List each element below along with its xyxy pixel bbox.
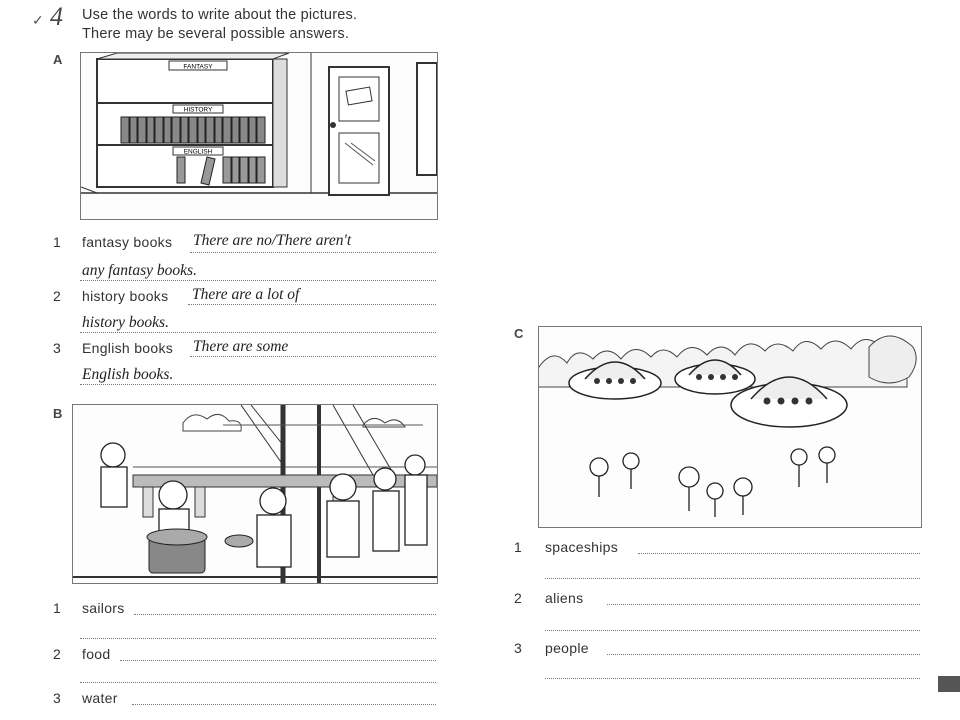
a1-answer-rule <box>190 252 436 253</box>
a3-number: 3 <box>53 340 61 356</box>
a2-answer-line1[interactable]: There are a lot of <box>192 286 300 303</box>
check-mark-icon: ✓ <box>32 12 44 28</box>
b3-number: 3 <box>53 690 61 706</box>
shelf-label-fantasy: FANTASY <box>183 63 213 71</box>
a1-answer-rule-2 <box>80 280 436 281</box>
page-corner-mark <box>938 676 960 692</box>
instruction-line-2: There may be several possible answers. <box>82 26 350 42</box>
a1-number: 1 <box>53 234 61 250</box>
c1-number: 1 <box>514 539 522 555</box>
b2-number: 2 <box>53 646 61 662</box>
c2-answer-line[interactable] <box>607 604 920 605</box>
a1-answer-line1[interactable]: There are no/There aren't <box>193 232 352 249</box>
a3-word: English books <box>82 340 174 356</box>
c3-answer-line-2[interactable] <box>545 678 920 679</box>
b2-word: food <box>82 646 111 662</box>
section-c-label: C <box>514 326 524 341</box>
b1-word: sailors <box>82 600 125 616</box>
c1-answer-line-2[interactable] <box>545 578 920 579</box>
library-shelf-illustration <box>80 52 438 220</box>
c2-answer-line-2[interactable] <box>545 630 920 631</box>
b1-number: 1 <box>53 600 61 616</box>
b1-answer-line[interactable] <box>134 614 436 615</box>
shelf-label-english: ENGLISH <box>183 148 213 156</box>
exercise-number: 4 <box>50 2 63 31</box>
section-a-label: A <box>53 52 63 67</box>
instruction-line-1: Use the words to write about the pictures. <box>82 7 358 23</box>
a3-answer-line1[interactable]: There are some <box>193 338 289 355</box>
a1-word: fantasy books <box>82 234 173 250</box>
c2-number: 2 <box>514 590 522 606</box>
a2-number: 2 <box>53 288 61 304</box>
a2-answer-line2[interactable]: history books. <box>82 314 169 331</box>
c1-word: spaceships <box>545 539 619 555</box>
b2-answer-line-2[interactable] <box>80 682 436 683</box>
a3-answer-line2[interactable]: English books. <box>82 366 174 383</box>
b3-answer-line[interactable] <box>132 704 436 705</box>
a1-answer-line2[interactable]: any fantasy books. <box>82 262 197 279</box>
a2-answer-rule <box>188 304 436 305</box>
a2-word: history books <box>82 288 169 304</box>
instructions <box>82 6 357 44</box>
a3-answer-rule-2 <box>80 384 436 385</box>
shelf-label-history: HISTORY <box>183 106 213 114</box>
c3-answer-line[interactable] <box>607 654 920 655</box>
ship-deck-illustration <box>72 404 438 584</box>
b2-answer-line[interactable] <box>120 660 436 661</box>
c3-word: people <box>545 640 589 656</box>
c3-number: 3 <box>514 640 522 656</box>
a2-answer-rule-2 <box>80 332 436 333</box>
c2-word: aliens <box>545 590 584 606</box>
alien-spaceships-illustration <box>538 326 922 528</box>
b1-answer-line-2[interactable] <box>80 638 436 639</box>
section-b-label: B <box>53 406 63 421</box>
c1-answer-line[interactable] <box>638 553 920 554</box>
a3-answer-rule <box>190 356 436 357</box>
b3-word: water <box>82 690 118 706</box>
